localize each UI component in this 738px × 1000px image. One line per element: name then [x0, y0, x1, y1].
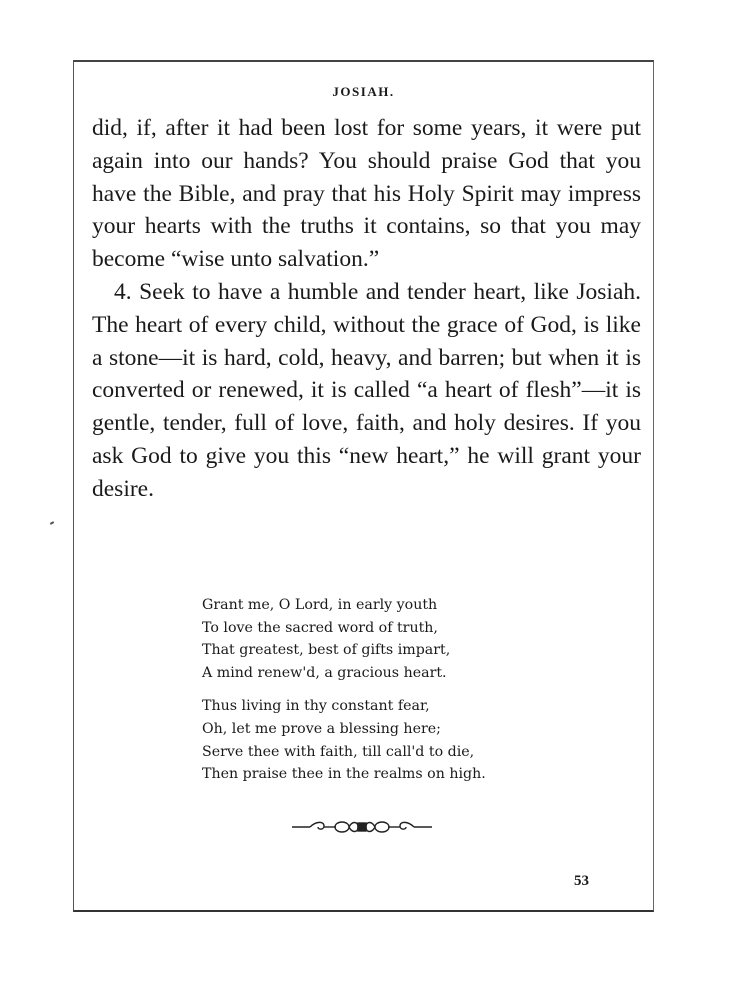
stanza-2 [202, 695, 486, 785]
verse-line: Then praise thee in the realms on high. [202, 766, 486, 783]
page-frame [73, 60, 654, 912]
paragraph-1: did, if, after it had been lost for some years, it were put again into our hands? You should praise God that you have the Bible, and pray that his Holy Spirit may impress your hearts with the truths it contains, so that you may become “wise unto salvation.” [92, 115, 641, 273]
paragraph-2: 4. Seek to have a humble and tender heart, like Josiah. The heart of every child, without the grace of God, is like a stone—it is hard, cold, heavy, and barren; but when it is converted or renewed, it is called “a heart of flesh”—it is gentle, tender, full of love, faith, and holy desires. If you ask God to give you this “new heart,” he will grant your desire. [92, 278, 641, 502]
stray-ink-mark [50, 521, 54, 525]
scroll-ornament-icon [292, 817, 432, 837]
body-text [92, 112, 641, 506]
running-head: JOSIAH. [332, 84, 395, 99]
verse-block [202, 594, 486, 797]
verse-line: Grant me, O Lord, in early youth [202, 597, 438, 613]
page-number: 53 [574, 873, 589, 889]
verse-line: That greatest, best of gifts impart, [202, 642, 451, 659]
verse-line: Oh, let me prove a blessing here; [202, 720, 441, 737]
verse-line: A mind renew'd, a gracious heart. [202, 664, 447, 681]
verse-line: Thus living in thy constant fear, [202, 698, 430, 715]
verse-line: To love the sacred word of truth, [202, 619, 438, 636]
stanza-1 [202, 594, 486, 684]
verse-line: Serve thee with faith, till call'd to die, [202, 743, 475, 760]
